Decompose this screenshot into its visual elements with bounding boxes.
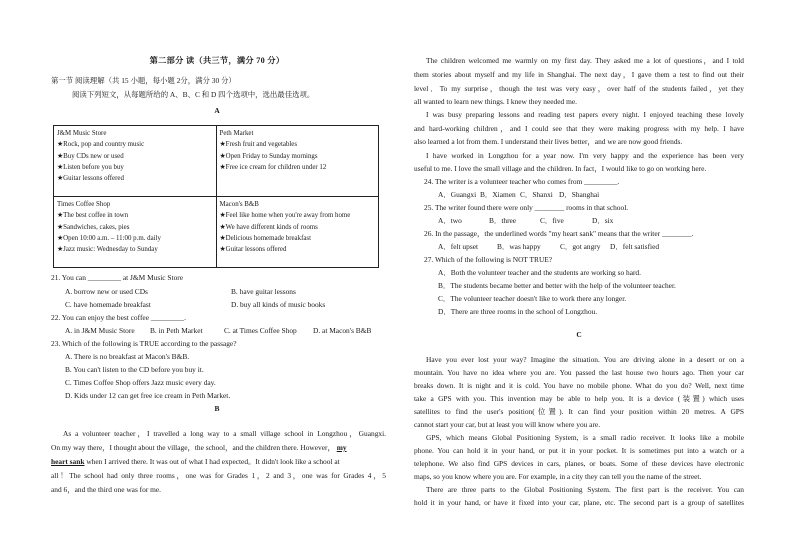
q26-option-b: B．was happy — [497, 242, 541, 251]
q24-option-c: C．Shanxi — [520, 190, 553, 199]
q22-option-b: B. in Peth Market — [150, 326, 203, 335]
ad-item: ★Open 10:00 a.m. – 11:00 p.m. daily — [57, 234, 161, 242]
ad-item: ★Guitar lessons offered — [219, 246, 287, 254]
passage-c-line: Have you ever lost your way? Imagine the situation. You are driving alone in a desert or on a — [426, 355, 744, 364]
part-title: 第二部分 读（共三节，满分 70 分） — [149, 56, 285, 65]
q21-stem: 21. You can _________ at J&M Music Store — [51, 273, 184, 282]
passage-c-line: There are three parts to the Global Positioning System. The first part is the receiver. You can — [426, 485, 744, 494]
passage-c-line: mountain. You have no idea where you are. You passed the last house two hours ago. Then your car — [414, 368, 744, 377]
passage-c-line: breaks down. It is night and it is cold. You have no mobile phone. What do you do? Well, next time — [414, 381, 744, 390]
passage-b-line: As a volunteer teacher，I travelled a long way to a small village school in Longzhou，Guangxi. — [63, 429, 386, 438]
passage-b-line-text: On my way there，I thought about the village，the school，and the children there. However， — [51, 443, 335, 452]
passage-b-line — [51, 443, 347, 453]
underlined-heart-sank-cont: heart sank — [51, 457, 85, 466]
passage-b-line: all！The school had only three rooms，one was for Grades 1，2 and 3，one was for Grades 4，5 — [51, 471, 386, 480]
q21-option-b: B. have guitar lessons — [231, 287, 296, 296]
section-title: 第一节 阅读理解（共 15 小题，每小题 2分，满分 30 分） — [51, 76, 236, 85]
ad-title: Times Coffee Shop — [57, 201, 111, 208]
ad-item: ★Delicious homemade breakfast — [219, 234, 312, 242]
ad-title: Macon's B&B — [219, 201, 259, 208]
q26-stem: 26. In the passage，the underlined words "my heart sank" means that the writer ________. — [424, 229, 694, 238]
passage-b-cont-line: and hard-working children，and I could see that they were making progress with my help. I have — [414, 124, 744, 133]
q25-option-a: A．two — [438, 216, 462, 225]
passage-b-cont-line: The children welcomed me warmly on my first day. They asked me a lot of questions，and I told — [426, 56, 744, 65]
passage-b-cont-line: also learned a lot from them. I understand their lives better，and we are now good friends. — [414, 137, 683, 146]
q21-option-c: C. have homemade breakfast — [65, 300, 151, 309]
q23-option-b: B. You can't listen to the CD before you buy it. — [65, 365, 204, 374]
underlined-heart-sank: my — [336, 443, 347, 452]
q27-option-a: A．Both the volunteer teacher and the students are working so hard. — [438, 268, 641, 277]
passage-c-line: hold it in your hand, or have it fixed into your car, plane, etc. The second part is a group of satellites — [414, 498, 744, 507]
ad-peth-market — [216, 126, 379, 197]
passage-c-line: GPS, which means Global Positioning System, is a small radio receiver. It looks like a mobile — [426, 433, 744, 442]
q25-stem: 25. The writer found there were only ________ rooms in that school. — [424, 203, 629, 212]
q27-stem: 27. Which of the following is NOT TRUE? — [424, 255, 553, 264]
passage-c-line: cannot start your car, but at least you will know where you are. — [414, 420, 601, 429]
q21-option-a: A. borrow new or used CDs — [65, 287, 148, 296]
q22-option-c: C. at Times Coffee Shop — [224, 326, 297, 335]
q26-option-c: C．got angry — [560, 242, 601, 251]
passage-c-line: maps, so you know where you are. For example, in a city they can tell you the name of the street. — [414, 472, 702, 481]
q22-option-a: A. in J&M Music Store — [65, 326, 135, 335]
q24-stem: 24. The writer is a volunteer teacher who comes from _________. — [424, 177, 620, 186]
passage-b-line: and 6，and the third one was for me. — [51, 485, 162, 494]
passage-c-line: phone. You can hold it in your hand, or put it in your pocket. It is sometimes put into a watch or a — [414, 446, 744, 455]
passage-b-cont-line: useful to me. I love the small village and the children. In fact，I would like to go on working here. — [414, 164, 707, 173]
passage-b-cont-line: level．To my surprise，though the test was very easy，over half of the students failed，yet they — [414, 84, 744, 93]
ad-item: ★Free ice cream for children under 12 — [219, 163, 327, 171]
ads-table — [53, 125, 379, 268]
ad-item: ★Open Friday to Sunday mornings — [219, 152, 318, 160]
ad-item: ★Rock, pop and country music — [57, 141, 145, 149]
q27-option-b: B．The students became better and better with the help of the volunteer teacher. — [438, 281, 676, 290]
passage-c-line: telephone. We also find GPS devices in cars, planes, or boats. Some of these devices have electronic — [414, 459, 744, 468]
ad-item: ★We have different kinds of rooms — [219, 223, 318, 231]
q24-option-b: B．Xiamen — [480, 190, 516, 199]
q25-option-b: B．three — [489, 216, 517, 225]
ad-title: J&M Music Store — [57, 130, 107, 137]
instructions: 阅读下列短文，从每题所给的 A、B、C 和 D 四个选项中，选出最佳选项。 — [72, 90, 315, 99]
ad-item: ★Guitar lessons offered — [57, 175, 124, 183]
q21-option-d: D. buy all kinds of music books — [231, 300, 326, 309]
ad-item: ★Fresh fruit and vegetables — [219, 141, 298, 149]
q25-option-c: C．five — [540, 216, 564, 225]
passage-b-line-text: when I arrived there. It was out of what I had expected。It didn't look like a school at — [86, 457, 340, 466]
passage-b-cont-line: all wanted to learn new things. I knew they needed me. — [414, 97, 577, 106]
q26-option-d: D．felt satisfied — [610, 242, 660, 251]
q24-option-a: A．Guangxi — [438, 190, 477, 199]
q27-option-c: C．The volunteer teacher doesn't like to work there any longer. — [438, 294, 627, 303]
ad-title: Peth Market — [219, 130, 254, 137]
q23-option-a: A. There is no breakfast at Macon's B&B. — [65, 352, 190, 361]
passage-b-cont-line: I was busy preparing lessons and reading test papers every night. I enjoyed teaching these lovely — [426, 110, 744, 119]
ad-item: ★Listen before you buy — [57, 163, 124, 171]
q26-option-a: A．felt upset — [438, 242, 479, 251]
ad-item: ★Sandwiches, cakes, pies — [57, 223, 130, 231]
passage-c-line: satellites to find the user's position(位置). It can find your position within 20 metres. A GPS — [414, 407, 744, 416]
q24-option-d: D．Shanghai — [559, 190, 600, 199]
q23-option-c: C. Times Coffee Shop offers Jazz music every day. — [65, 378, 216, 387]
ad-jm-music-store — [54, 126, 217, 197]
ad-item: ★Jazz music: Wednesday to Sunday — [57, 246, 158, 254]
passage-b-cont-line: I have worked in Longzhou for a year now. I'm very happy and the experience has been very — [426, 151, 744, 160]
passage-a-label: A — [214, 106, 220, 115]
passage-c-line: take a GPS with you. This invention may be able to help you. It is a device (装置) which uses — [414, 394, 744, 403]
q27-option-d: D．There are three rooms in the school of Longzhou. — [438, 307, 598, 316]
q22-stem: 22. You can enjoy the best coffee _________. — [51, 313, 186, 322]
q25-option-d: D．six — [592, 216, 614, 225]
passage-b-line — [51, 457, 340, 467]
q23-option-d: D. Kids under 12 can get free ice cream in Peth Market. — [65, 391, 231, 400]
ad-item: ★Buy CDs new or used — [57, 152, 124, 160]
q22-option-d: D. at Macon's B&B — [313, 326, 372, 335]
passage-b-label: B — [214, 404, 220, 413]
ad-item: ★The best coffee in town — [57, 212, 129, 220]
ad-macons-bb — [216, 197, 379, 268]
passage-c-label: C — [576, 330, 582, 339]
ad-item: ★Feel like home when you're away from home — [219, 212, 351, 220]
ad-times-coffee-shop — [54, 197, 217, 268]
q23-stem: 23. Which of the following is TRUE according to the passage? — [51, 339, 237, 348]
passage-b-cont-line: them stories about myself and my life in Shanghai. The next day，I gave them a test to find out their — [414, 70, 744, 79]
